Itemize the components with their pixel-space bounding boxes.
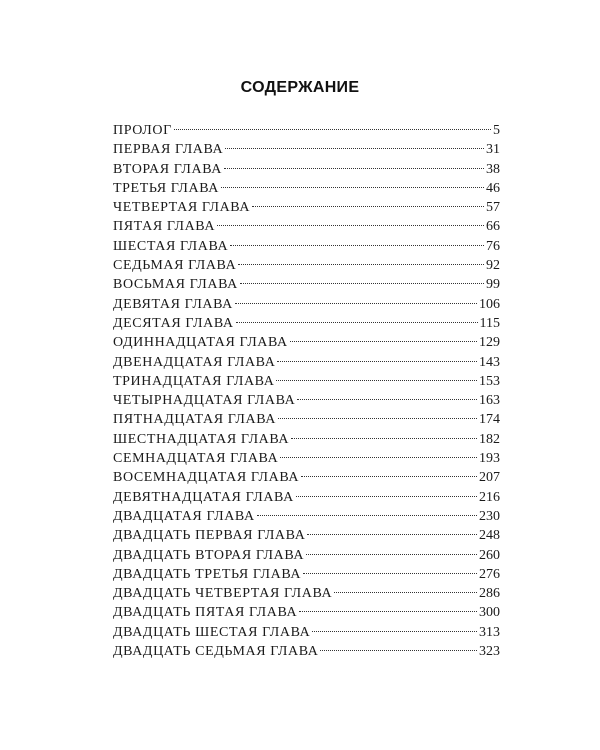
dot-leader: [174, 129, 491, 130]
toc-entry-page: 163: [479, 393, 500, 409]
toc-entry-page: 31: [486, 142, 500, 158]
toc-entry-page: 57: [486, 200, 500, 216]
toc-entry-label: ДВАДЦАТЬ ВТОРАЯ ГЛАВА: [113, 547, 305, 563]
dot-leader: [303, 573, 477, 574]
toc-entry[interactable]: [113, 603, 500, 622]
toc-entry-label: ПЯТНАДЦАТАЯ ГЛАВА: [113, 412, 276, 428]
table-of-contents: [113, 121, 500, 661]
toc-entry-label: ДВАДЦАТЬ ТРЕТЬЯ ГЛАВА: [113, 566, 302, 582]
toc-entry[interactable]: [113, 179, 500, 198]
toc-entry[interactable]: [113, 217, 500, 236]
toc-entry-label: ДВАДЦАТАЯ ГЛАВА: [113, 508, 255, 524]
dot-leader: [291, 438, 477, 439]
toc-entry-page: 216: [479, 489, 500, 505]
dot-leader: [334, 592, 477, 593]
toc-entry-label: ДВАДЦАТЬ ПЯТАЯ ГЛАВА: [113, 605, 298, 621]
toc-entry[interactable]: [113, 642, 500, 661]
toc-entry-label: ДВАДЦАТЬ ШЕСТАЯ ГЛАВА: [113, 624, 311, 640]
dot-leader: [221, 187, 484, 188]
toc-entry-label: ДВАДЦАТЬ СЕДЬМАЯ ГЛАВА: [113, 644, 319, 660]
toc-entry-page: 193: [479, 451, 500, 467]
toc-entry-page: 66: [486, 219, 500, 235]
toc-entry[interactable]: [113, 353, 500, 372]
toc-entry[interactable]: [113, 295, 500, 314]
toc-entry-page: 207: [479, 470, 500, 486]
toc-entry-label: ШЕСТНАДЦАТАЯ ГЛАВА: [113, 431, 290, 447]
dot-leader: [277, 361, 477, 362]
toc-entry-page: 38: [486, 161, 500, 177]
dot-leader: [306, 554, 477, 555]
dot-leader: [278, 418, 477, 419]
toc-entry-label: ТРЕТЬЯ ГЛАВА: [113, 180, 219, 196]
toc-entry-label: ТРИНАДЦАТАЯ ГЛАВА: [113, 373, 275, 389]
toc-entry[interactable]: [113, 160, 500, 179]
toc-entry[interactable]: [113, 275, 500, 294]
toc-entry-label: ЧЕТЫРНАДЦАТАЯ ГЛАВА: [113, 393, 296, 409]
toc-entry-page: 182: [479, 431, 500, 447]
toc-entry-label: ДВАДЦАТЬ ЧЕТВЕРТАЯ ГЛАВА: [113, 586, 333, 602]
toc-entry-label: ДЕВЯТНАДЦАТАЯ ГЛАВА: [113, 489, 294, 505]
toc-entry-page: 174: [479, 412, 500, 428]
toc-entry[interactable]: [113, 449, 500, 468]
toc-entry-label: ДЕСЯТАЯ ГЛАВА: [113, 315, 234, 331]
toc-entry[interactable]: [113, 468, 500, 487]
toc-entry-page: 106: [479, 296, 500, 312]
toc-entry-page: 230: [479, 508, 500, 524]
toc-entry[interactable]: [113, 430, 500, 449]
toc-entry[interactable]: [113, 256, 500, 275]
toc-entry[interactable]: [113, 584, 500, 603]
dot-leader: [296, 496, 477, 497]
toc-entry-label: ПЯТАЯ ГЛАВА: [113, 219, 216, 235]
dot-leader: [230, 245, 484, 246]
toc-entry-label: ВОСЕМНАДЦАТАЯ ГЛАВА: [113, 470, 300, 486]
dot-leader: [235, 303, 477, 304]
toc-entry-page: 99: [486, 277, 500, 293]
dot-leader: [238, 264, 484, 265]
dot-leader: [240, 283, 484, 284]
toc-entry-label: ЧЕТВЕРТАЯ ГЛАВА: [113, 200, 251, 216]
toc-entry[interactable]: [113, 140, 500, 159]
toc-entry[interactable]: [113, 333, 500, 352]
toc-entry-page: 153: [479, 373, 500, 389]
toc-entry[interactable]: [113, 121, 500, 140]
toc-entry-label: ПРОЛОГ: [113, 123, 172, 138]
dot-leader: [320, 650, 477, 651]
toc-entry[interactable]: [113, 372, 500, 391]
page-title: СОДЕРЖАНИЕ: [240, 79, 360, 96]
dot-leader: [297, 399, 477, 400]
dot-leader: [280, 457, 477, 458]
dot-leader: [257, 515, 477, 516]
toc-entry[interactable]: [113, 237, 500, 256]
toc-entry-page: 115: [479, 315, 500, 331]
dot-leader: [225, 148, 484, 149]
toc-entry[interactable]: [113, 488, 500, 507]
toc-entry-label: ВОСЬМАЯ ГЛАВА: [113, 277, 238, 293]
toc-entry-label: ВТОРАЯ ГЛАВА: [113, 161, 222, 177]
toc-entry[interactable]: [113, 623, 500, 642]
toc-entry-label: ШЕСТАЯ ГЛАВА: [113, 238, 229, 254]
toc-entry-page: 313: [479, 624, 500, 640]
toc-entry-page: 46: [486, 180, 500, 196]
toc-entry-page: 323: [479, 644, 500, 660]
dot-leader: [307, 534, 477, 535]
toc-entry-page: 92: [486, 258, 500, 274]
toc-entry-label: ДЕВЯТАЯ ГЛАВА: [113, 296, 233, 312]
toc-entry-page: 260: [479, 547, 500, 563]
toc-entry-page: 143: [479, 354, 500, 370]
toc-entry-page: 76: [486, 238, 500, 254]
dot-leader: [290, 341, 477, 342]
toc-entry-page: 300: [479, 605, 500, 621]
toc-entry[interactable]: [113, 314, 500, 333]
toc-entry[interactable]: [113, 546, 500, 565]
dot-leader: [299, 611, 477, 612]
dot-leader: [301, 476, 477, 477]
dot-leader: [217, 225, 484, 226]
toc-entry[interactable]: [113, 391, 500, 410]
toc-entry[interactable]: [113, 410, 500, 429]
toc-entry-page: 276: [479, 566, 500, 582]
toc-entry-label: СЕДЬМАЯ ГЛАВА: [113, 258, 237, 274]
toc-entry-page: 248: [479, 528, 500, 544]
toc-entry-label: ДВЕНАДЦАТАЯ ГЛАВА: [113, 354, 276, 370]
dot-leader: [276, 380, 477, 381]
toc-entry[interactable]: [113, 198, 500, 217]
dot-leader: [252, 206, 484, 207]
toc-entry-page: 129: [479, 335, 500, 351]
toc-entry-label: СЕМНАДЦАТАЯ ГЛАВА: [113, 451, 279, 467]
toc-entry-page: 5: [493, 123, 500, 138]
toc-entry[interactable]: [113, 526, 500, 545]
toc-entry[interactable]: [113, 565, 500, 584]
toc-entry[interactable]: [113, 507, 500, 526]
toc-entry-label: ОДИННАДЦАТАЯ ГЛАВА: [113, 335, 288, 351]
toc-entry-label: ДВАДЦАТЬ ПЕРВАЯ ГЛАВА: [113, 528, 306, 544]
toc-entry-page: 286: [479, 586, 500, 602]
dot-leader: [224, 168, 484, 169]
dot-leader: [236, 322, 478, 323]
toc-entry-label: ПЕРВАЯ ГЛАВА: [113, 142, 224, 158]
dot-leader: [312, 631, 477, 632]
